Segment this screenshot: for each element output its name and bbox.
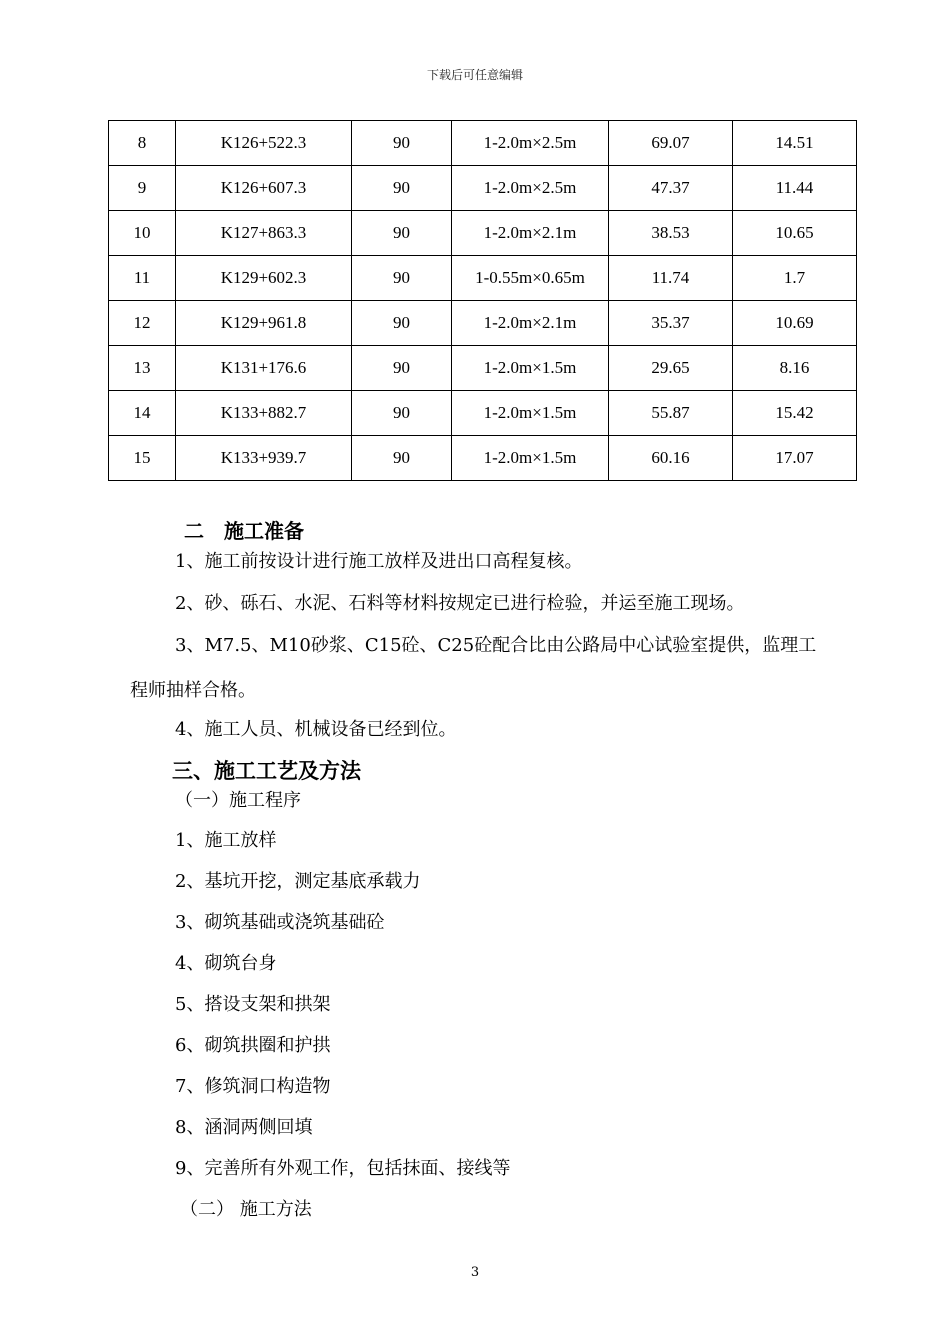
table-cell: K127+863.3 (176, 211, 352, 256)
step-7: 7、修筑洞口构造物 (175, 1076, 331, 1097)
table-row (109, 346, 857, 391)
step-4: 4、砌筑台身 (175, 953, 277, 974)
table-cell: 15.42 (733, 391, 857, 436)
subsection-2-title: （二） 施工方法 (180, 1199, 312, 1220)
table-cell: 69.07 (609, 121, 733, 166)
culvert-table (108, 120, 857, 481)
table-cell: 8 (109, 121, 176, 166)
table-cell: 1-2.0m×2.1m (452, 211, 609, 256)
step-3: 3、砌筑基础或浇筑基础砼 (175, 912, 385, 933)
table-cell: 90 (352, 211, 452, 256)
table-cell: 1-2.0m×1.5m (452, 436, 609, 481)
table-cell: K131+176.6 (176, 346, 352, 391)
table-cell: K133+939.7 (176, 436, 352, 481)
table-cell: 11 (109, 256, 176, 301)
table-cell: 60.16 (609, 436, 733, 481)
table-cell: 10 (109, 211, 176, 256)
table-cell: K126+522.3 (176, 121, 352, 166)
table-cell: 1-2.0m×2.5m (452, 166, 609, 211)
step-6: 6、砌筑拱圈和护拱 (175, 1035, 331, 1056)
subsection-1-title: （一）施工程序 (175, 790, 301, 811)
table-cell: 1-2.0m×2.1m (452, 301, 609, 346)
table-cell: 47.37 (609, 166, 733, 211)
table-cell: 90 (352, 121, 452, 166)
table-cell: 90 (352, 301, 452, 346)
table-cell: 10.65 (733, 211, 857, 256)
table-cell: 35.37 (609, 301, 733, 346)
table-row (109, 211, 857, 256)
table-row (109, 391, 857, 436)
prep-item-4: 4、施工人员、机械设备已经到位。 (175, 719, 457, 740)
table-cell: 13 (109, 346, 176, 391)
table-cell: 1.7 (733, 256, 857, 301)
table-cell: K129+602.3 (176, 256, 352, 301)
table-cell: 90 (352, 346, 452, 391)
page-number: 3 (470, 1265, 480, 1280)
table-cell: 14.51 (733, 121, 857, 166)
table-cell: 1-2.0m×1.5m (452, 391, 609, 436)
table-cell: 90 (352, 256, 452, 301)
step-5: 5、搭设支架和拱架 (175, 994, 331, 1015)
prep-item-1: 1、施工前按设计进行施工放样及进出口高程复核。 (175, 551, 583, 572)
step-8: 8、涵洞两侧回填 (175, 1117, 313, 1138)
prep-item-3: 3、M7.5、M10砂浆、C15砼、C25砼配合比由公路局中心试验室提供，监理工 (175, 635, 817, 656)
table-cell: 90 (352, 391, 452, 436)
table-row (109, 121, 857, 166)
table-row (109, 436, 857, 481)
table-cell: 1-2.0m×2.5m (452, 121, 609, 166)
table-row (109, 166, 857, 211)
table-cell: 90 (352, 166, 452, 211)
table-cell: 29.65 (609, 346, 733, 391)
step-9: 9、完善所有外观工作，包括抹面、接线等 (175, 1158, 511, 1179)
prep-item-2: 2、砂、砾石、水泥、石料等材料按规定已进行检验，并运至施工现场。 (175, 593, 745, 614)
table-cell: 11.44 (733, 166, 857, 211)
table-cell: 12 (109, 301, 176, 346)
table-cell: 15 (109, 436, 176, 481)
section-2-title: 二 施工准备 (184, 519, 304, 543)
table-cell: 1-2.0m×1.5m (452, 346, 609, 391)
page-header: 下载后可任意编辑 (426, 68, 523, 82)
prep-item-3-cont: 程师抽样合格。 (130, 680, 256, 701)
table-cell: 9 (109, 166, 176, 211)
table-cell: 90 (352, 436, 452, 481)
table-row (109, 256, 857, 301)
table-cell: 38.53 (609, 211, 733, 256)
step-1: 1、施工放样 (175, 830, 277, 851)
table-cell: 55.87 (609, 391, 733, 436)
table-cell: 8.16 (733, 346, 857, 391)
table-cell: K129+961.8 (176, 301, 352, 346)
step-2: 2、基坑开挖，测定基底承载力 (175, 871, 421, 892)
table-cell: K133+882.7 (176, 391, 352, 436)
table-row (109, 301, 857, 346)
table-cell: 10.69 (733, 301, 857, 346)
table-cell: K126+607.3 (176, 166, 352, 211)
table-cell: 14 (109, 391, 176, 436)
table-cell: 11.74 (609, 256, 733, 301)
section-3-title: 三、施工工艺及方法 (172, 758, 361, 783)
table-cell: 17.07 (733, 436, 857, 481)
table-cell: 1-0.55m×0.65m (452, 256, 609, 301)
